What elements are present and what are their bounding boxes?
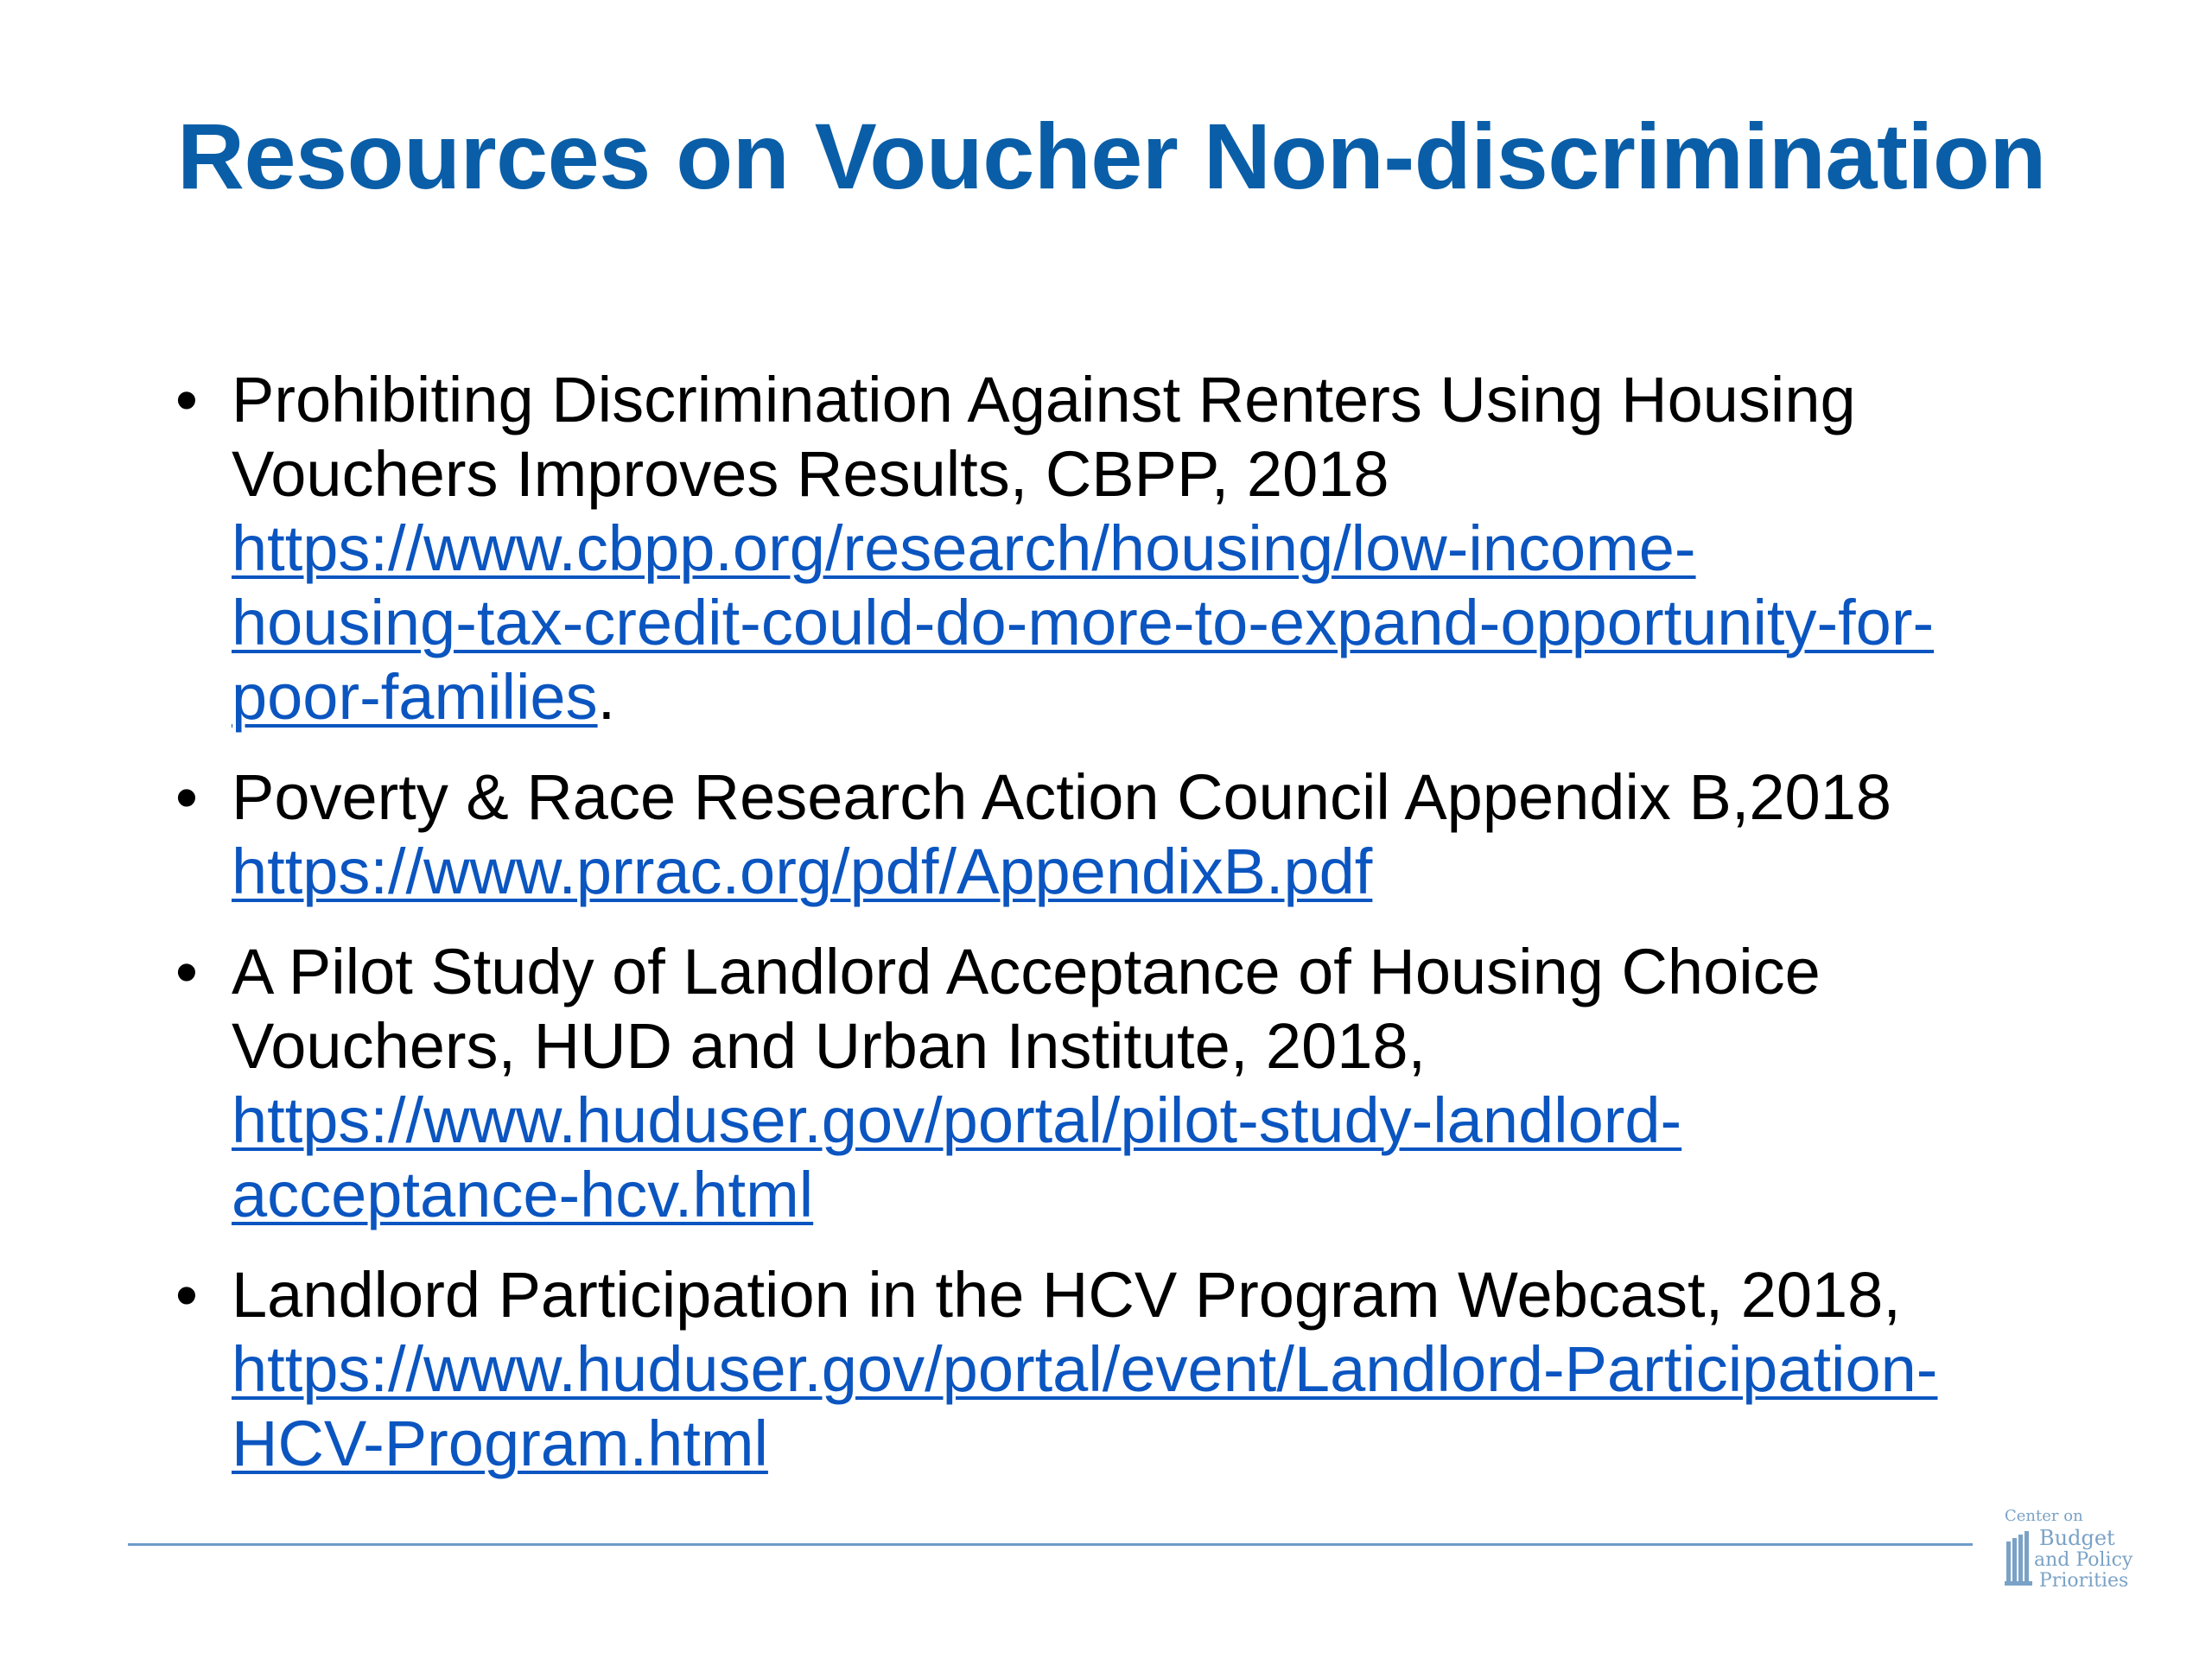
resource-link[interactable]: HCV-Program.html bbox=[232, 1408, 768, 1479]
resource-link[interactable]: https://www.prrac.org/pdf/AppendixB.pdf bbox=[232, 836, 1373, 907]
resource-link[interactable]: https://www.huduser.gov/portal/pilot-study-landlord- bbox=[232, 1084, 1682, 1156]
item-text: A Pilot Study of Landlord Acceptance of Housing Choice bbox=[232, 936, 1821, 1007]
bullet-marker: • bbox=[175, 936, 198, 1007]
footer-divider bbox=[128, 1543, 1973, 1546]
bullet-marker: • bbox=[175, 1259, 198, 1331]
list-item bbox=[0, 760, 2072, 909]
logo-text: and Policy bbox=[2034, 1549, 2133, 1571]
logo-text: Budget bbox=[2039, 1526, 2115, 1550]
item-text: Landlord Participation in the HCV Program Webcast, 2018, bbox=[232, 1259, 1901, 1331]
resource-link[interactable]: https://www.huduser.gov/portal/event/Landlord-Participation- bbox=[232, 1333, 1938, 1405]
list-item bbox=[0, 935, 2072, 1232]
resource-link[interactable]: https://www.cbpp.org/research/housing/low-income- bbox=[232, 512, 1696, 584]
logo-text: Center on bbox=[2005, 1507, 2083, 1525]
resource-link[interactable]: acceptance-hcv.html bbox=[232, 1159, 814, 1230]
resource-link[interactable]: poor-families bbox=[232, 661, 598, 733]
logo-text: Priorities bbox=[2039, 1570, 2129, 1592]
resource-list bbox=[0, 363, 2212, 1507]
item-text: Vouchers Improves Results, CBPP, 2018 bbox=[232, 438, 1389, 510]
cbpp-logo bbox=[2003, 1502, 2158, 1597]
bullet-marker: • bbox=[175, 364, 198, 435]
bullet-marker: • bbox=[175, 761, 198, 833]
item-suffix: . bbox=[597, 661, 616, 733]
item-text: Prohibiting Discrimination Against Renters Using Housing bbox=[232, 364, 1856, 435]
slide-title: Resources on Voucher Non-discrimination bbox=[177, 104, 2046, 208]
list-item bbox=[0, 363, 2072, 734]
resource-link[interactable]: housing-tax-credit-could-do-more-to-expand-opportunity-for- bbox=[232, 587, 1935, 658]
list-item bbox=[0, 1258, 2072, 1481]
item-text: Vouchers, HUD and Urban Institute, 2018, bbox=[232, 1010, 1427, 1082]
item-text: Poverty & Race Research Action Council Appendix B,2018 bbox=[232, 761, 1892, 833]
